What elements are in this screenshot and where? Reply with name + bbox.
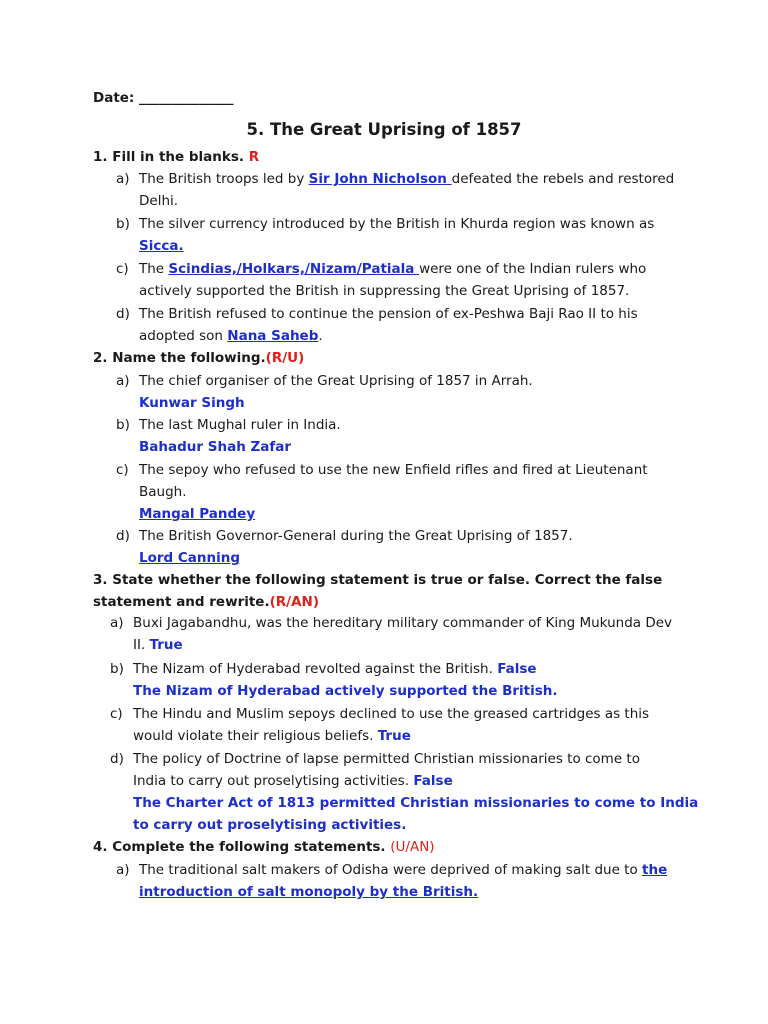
answer-link[interactable]: Nana Saheb bbox=[227, 328, 319, 344]
q1-item-d bbox=[116, 303, 696, 347]
item-text: The traditional salt makers of Odisha were deprived of making salt due to bbox=[139, 862, 643, 878]
q1-item-c bbox=[116, 258, 696, 302]
item-text: The British troops led by bbox=[139, 171, 309, 187]
section-4-tag: (U/AN) bbox=[390, 839, 435, 855]
item-label: c) bbox=[116, 462, 129, 478]
section-3-title-line2: statement and rewrite. bbox=[93, 594, 270, 610]
item-label: a) bbox=[110, 615, 124, 631]
item-text: Baugh. bbox=[139, 484, 187, 500]
item-text: The bbox=[139, 261, 169, 277]
item-label: c) bbox=[110, 706, 123, 722]
item-text: adopted son bbox=[139, 328, 228, 344]
item-label: b) bbox=[116, 417, 130, 433]
answer-text: Kunwar Singh bbox=[139, 395, 245, 411]
section-1-tag: R bbox=[248, 149, 260, 165]
item-label: c) bbox=[116, 261, 129, 277]
answer-text: True bbox=[377, 728, 411, 744]
answer-text: True bbox=[149, 637, 183, 653]
section-4-heading bbox=[93, 836, 693, 858]
item-label: b) bbox=[110, 661, 124, 677]
answer-text: Bahadur Shah Zafar bbox=[139, 439, 292, 455]
item-text: India to carry out proselytising activities. bbox=[133, 773, 414, 789]
page-title: 5. The Great Uprising of 1857 bbox=[246, 120, 522, 139]
q2-item-a bbox=[116, 370, 696, 414]
q3-item-a bbox=[110, 612, 690, 656]
item-label: d) bbox=[116, 528, 130, 544]
item-text: The sepoy who refused to use the new Enfield rifles and fired at Lieutenant bbox=[139, 462, 648, 478]
q2-item-c bbox=[116, 459, 696, 525]
item-text: were one of the Indian rulers who bbox=[419, 261, 647, 277]
q1-item-b bbox=[116, 213, 696, 257]
q2-item-b bbox=[116, 414, 696, 458]
section-3-heading bbox=[93, 569, 693, 613]
answer-link[interactable]: Scindias,/Holkars,/Nizam/Patiala bbox=[168, 261, 420, 277]
item-label: d) bbox=[116, 306, 130, 322]
q4-item-a bbox=[116, 859, 696, 903]
correction-text: The Nizam of Hyderabad actively supported the British. bbox=[133, 683, 558, 699]
q3-item-b bbox=[110, 658, 690, 702]
q2-item-d bbox=[116, 525, 696, 569]
item-text: The silver currency introduced by the British in Khurda region was known as bbox=[139, 216, 655, 232]
answer-link[interactable]: Lord Canning bbox=[139, 550, 241, 566]
answer-link[interactable]: Sir John Nicholson bbox=[308, 171, 452, 187]
item-text: actively supported the British in suppressing the Great Uprising of 1857. bbox=[139, 283, 630, 299]
item-text: Buxi Jagabandhu, was the hereditary military commander of King Mukunda Dev bbox=[133, 615, 673, 631]
item-label: d) bbox=[110, 751, 124, 767]
item-text: The last Mughal ruler in India. bbox=[139, 417, 341, 433]
section-1-title: 1. Fill in the blanks. bbox=[93, 149, 249, 165]
section-3-tag: (R/AN) bbox=[269, 594, 320, 610]
q3-item-d bbox=[110, 748, 710, 836]
section-2-title: 2. Name the following. bbox=[93, 350, 266, 366]
correction-text: to carry out proselytising activities. bbox=[133, 817, 407, 833]
answer-link[interactable]: the bbox=[642, 862, 668, 878]
item-label: a) bbox=[116, 862, 130, 878]
answer-link[interactable]: Mangal Pandey bbox=[139, 506, 256, 522]
item-text: would violate their religious beliefs. bbox=[133, 728, 378, 744]
item-text: Delhi. bbox=[139, 193, 179, 209]
section-1-heading bbox=[93, 146, 693, 168]
item-text: The policy of Doctrine of lapse permitted Christian missionaries to come to bbox=[133, 751, 640, 767]
correction-text: The Charter Act of 1813 permitted Christian missionaries to come to India bbox=[133, 795, 699, 811]
item-text: II. bbox=[133, 637, 150, 653]
item-text: defeated the rebels and restored bbox=[451, 171, 675, 187]
section-2-tag: (R/U) bbox=[265, 350, 305, 366]
date-field: Date: ______________ bbox=[93, 90, 234, 106]
section-2-heading bbox=[93, 347, 693, 369]
q1-item-a bbox=[116, 168, 696, 212]
item-label: a) bbox=[116, 373, 130, 389]
answer-text: False bbox=[497, 661, 537, 677]
answer-link[interactable]: introduction of salt monopoly by the British. bbox=[139, 884, 479, 900]
answer-text: False bbox=[413, 773, 453, 789]
item-text: The British Governor-General during the Great Uprising of 1857. bbox=[139, 528, 573, 544]
item-text: The British refused to continue the pension of ex-Peshwa Baji Rao II to his bbox=[139, 306, 638, 322]
section-4-title: 4. Complete the following statements. bbox=[93, 839, 391, 855]
item-label: a) bbox=[116, 171, 130, 187]
item-text: The Nizam of Hyderabad revolted against the British. bbox=[133, 661, 498, 677]
q3-item-c bbox=[110, 703, 690, 747]
answer-link[interactable]: Sicca. bbox=[139, 238, 184, 254]
section-3-title: 3. State whether the following statement is true or false. Correct the false bbox=[93, 572, 663, 588]
item-label: b) bbox=[116, 216, 130, 232]
item-text: The Hindu and Muslim sepoys declined to use the greased cartridges as this bbox=[133, 706, 650, 722]
item-text: The chief organiser of the Great Uprising of 1857 in Arrah. bbox=[139, 373, 533, 389]
item-text: . bbox=[318, 328, 323, 344]
